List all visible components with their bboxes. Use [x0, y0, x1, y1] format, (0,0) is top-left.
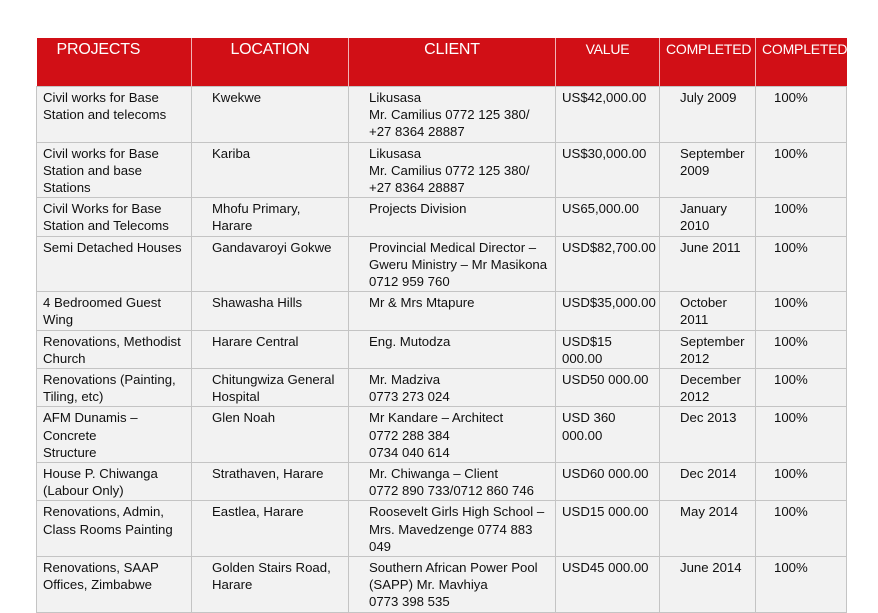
table-row — [37, 330, 847, 368]
cell-location: Chitungwiza General Hospital — [192, 369, 349, 407]
cell-location: Mhofu Primary, Harare — [192, 198, 349, 236]
cell-project: Renovations (Painting, Tiling, etc) — [37, 369, 192, 407]
cell-client: Likusasa Mr. Camilius 0772 125 380/ +27 8364 28887 — [349, 87, 556, 143]
cell-completed-date: June 2011 — [660, 236, 756, 292]
table-row — [37, 407, 847, 463]
cell-project: Renovations, Methodist Church — [37, 330, 192, 368]
cell-value: USD45 000.00 — [556, 557, 660, 613]
cell-completed-date: January 2010 — [660, 198, 756, 236]
cell-completed-date: June 2014 — [660, 557, 756, 613]
table-row — [37, 142, 847, 198]
header-row — [37, 38, 847, 87]
cell-value: US$30,000.00 — [556, 142, 660, 198]
table-body — [37, 87, 847, 613]
header-client: CLIENT — [349, 38, 556, 87]
projects-table — [36, 38, 847, 613]
cell-completed-date: May 2014 — [660, 501, 756, 557]
cell-completed-date: October 2011 — [660, 292, 756, 330]
table-row — [37, 292, 847, 330]
cell-location: Shawasha Hills — [192, 292, 349, 330]
cell-completed-percent: 100% — [756, 501, 847, 557]
cell-location: Eastlea, Harare — [192, 501, 349, 557]
table-row — [37, 463, 847, 501]
cell-value: US65,000.00 — [556, 198, 660, 236]
table-row — [37, 87, 847, 143]
cell-project: Civil Works for Base Station and Telecoms — [37, 198, 192, 236]
cell-completed-date: Dec 2014 — [660, 463, 756, 501]
cell-completed-percent: 100% — [756, 369, 847, 407]
header-location: LOCATION — [192, 38, 349, 87]
cell-completed-date: July 2009 — [660, 87, 756, 143]
cell-completed-percent: 100% — [756, 463, 847, 501]
table-row — [37, 236, 847, 292]
cell-completed-percent: 100% — [756, 407, 847, 463]
table-row — [37, 198, 847, 236]
cell-value: USD$15 000.00 — [556, 330, 660, 368]
cell-client: Eng. Mutodza — [349, 330, 556, 368]
cell-completed-percent: 100% — [756, 198, 847, 236]
cell-location: Harare Central — [192, 330, 349, 368]
cell-client: Mr. Chiwanga – Client 0772 890 733/0712 860 746 — [349, 463, 556, 501]
cell-location: Glen Noah — [192, 407, 349, 463]
cell-completed-percent: 100% — [756, 292, 847, 330]
cell-completed-date: September 2009 — [660, 142, 756, 198]
cell-client: Mr Kandare – Architect 0772 288 384 0734 040 614 — [349, 407, 556, 463]
header-completed-date: COMPLETED — [660, 38, 756, 87]
header-projects: PROJECTS — [37, 38, 192, 87]
cell-project: Civil works for Base Station and base Stations — [37, 142, 192, 198]
cell-completed-percent: 100% — [756, 557, 847, 613]
table-row — [37, 557, 847, 613]
cell-project: House P. Chiwanga (Labour Only) — [37, 463, 192, 501]
cell-client: Southern African Power Pool (SAPP) Mr. Mavhiya 0773 398 535 — [349, 557, 556, 613]
cell-client: Mr & Mrs Mtapure — [349, 292, 556, 330]
cell-location: Gandavaroyi Gokwe — [192, 236, 349, 292]
table-header — [37, 38, 847, 87]
cell-project: 4 Bedroomed Guest Wing — [37, 292, 192, 330]
cell-project: Semi Detached Houses — [37, 236, 192, 292]
header-completed-percent: COMPLETED — [756, 38, 847, 87]
cell-value: USD$35,000.00 — [556, 292, 660, 330]
cell-completed-date: Dec 2013 — [660, 407, 756, 463]
cell-client: Projects Division — [349, 198, 556, 236]
table-row — [37, 501, 847, 557]
cell-location: Kwekwe — [192, 87, 349, 143]
cell-value: USD15 000.00 — [556, 501, 660, 557]
cell-value: USD 360 000.00 — [556, 407, 660, 463]
cell-client: Provincial Medical Director – Gweru Ministry – Mr Masikona 0712 959 760 — [349, 236, 556, 292]
header-value: VALUE — [556, 38, 660, 87]
cell-location: Strathaven, Harare — [192, 463, 349, 501]
cell-completed-percent: 100% — [756, 330, 847, 368]
cell-completed-percent: 100% — [756, 142, 847, 198]
cell-value: USD$82,700.00 — [556, 236, 660, 292]
cell-client: Roosevelt Girls High School – Mrs. Mavedzenge 0774 883 049 — [349, 501, 556, 557]
cell-completed-percent: 100% — [756, 236, 847, 292]
cell-completed-date: December 2012 — [660, 369, 756, 407]
cell-completed-percent: 100% — [756, 87, 847, 143]
cell-project: Renovations, Admin, Class Rooms Painting — [37, 501, 192, 557]
cell-project: Renovations, SAAP Offices, Zimbabwe — [37, 557, 192, 613]
cell-location: Kariba — [192, 142, 349, 198]
cell-value: USD60 000.00 — [556, 463, 660, 501]
cell-location: Golden Stairs Road, Harare — [192, 557, 349, 613]
cell-project: Civil works for Base Station and telecoms — [37, 87, 192, 143]
cell-value: USD50 000.00 — [556, 369, 660, 407]
cell-client: Likusasa Mr. Camilius 0772 125 380/ +27 8364 28887 — [349, 142, 556, 198]
cell-client: Mr. Madziva 0773 273 024 — [349, 369, 556, 407]
cell-project: AFM Dunamis – Concrete Structure — [37, 407, 192, 463]
cell-completed-date: September 2012 — [660, 330, 756, 368]
table-row — [37, 369, 847, 407]
cell-value: US$42,000.00 — [556, 87, 660, 143]
